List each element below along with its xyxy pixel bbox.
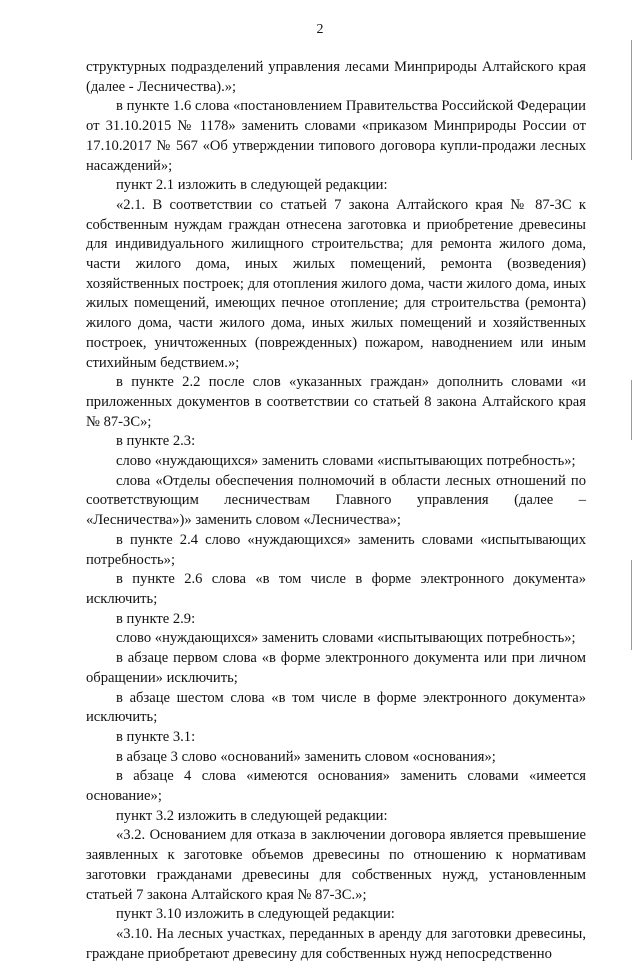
paragraph-item-3-2-intro: пункт 3.2 изложить в следующей редакции: bbox=[116, 807, 388, 824]
paragraph-item-2-9: в пункте 2.9: bbox=[116, 610, 196, 627]
paragraph-item-2-2: в пункте 2.2 после слов «указанных граждан» дополнить словами «и приложенных документов в соответствии со статьей 8 закона Алтайского края № 87-ЗС»; bbox=[86, 374, 586, 430]
paragraph-item-2-3-a: слово «нуждающихся» заменить словами «испытывающих потребность»; bbox=[116, 453, 576, 470]
paragraph-continuation: структурных подразделений управления лесами Минприроды Алтайского края (далее - Лесничества).»; bbox=[86, 59, 586, 95]
paragraph-item-2-1-intro: пункт 2.1 изложить в следующей редакции: bbox=[116, 177, 388, 194]
document-body bbox=[86, 58, 586, 964]
paragraph-item-2-4: в пункте 2.4 слово «нуждающихся» заменить словами «испытывающих потребность»; bbox=[86, 531, 586, 568]
paragraph-item-3-10-intro: пункт 3.10 изложить в следующей редакции: bbox=[116, 906, 395, 923]
paragraph-item-3-1-a: в абзаце 3 слово «оснований» заменить словом «основания»; bbox=[116, 748, 496, 765]
paragraph-item-3-10-text: «3.10. На лесных участках, переданных в аренду для заготовки древесины, граждане приобретают древесину для собственных нужд непосредственно bbox=[86, 925, 586, 962]
paragraph-item-2-9-b: в абзаце первом слова «в форме электронного документа или при личном обращении» исключить; bbox=[86, 650, 586, 686]
paragraph-item-1-6: в пункте 1.6 слова «постановлением Правительства Российской Федерации от 31.10.2015 № 1178» заменить словами «приказом Минприроды России от 17.10.2017 № 567 «Об утверждении типового договора купли-продажи лесных насаждений»; bbox=[86, 98, 586, 174]
paragraph-item-3-2-text: «3.2. Основанием для отказа в заключении договора является превышение заявленных к заготовке объемов древесины по отношению к нормативам заготовки гражданами древесины для собственных нужд, установленным статьей 7 закона Алтайского края № 87-ЗС.»; bbox=[86, 827, 586, 903]
page-number: 2 bbox=[316, 22, 324, 37]
paragraph-item-2-9-a: слово «нуждающихся» заменить словами «испытывающих потребность»; bbox=[116, 630, 576, 647]
paragraph-item-2-9-c: в абзаце шестом слова «в том числе в форме электронного документа» исключить; bbox=[86, 689, 586, 726]
paragraph-item-3-1: в пункте 3.1: bbox=[116, 728, 196, 745]
scan-edge-mark bbox=[631, 40, 632, 160]
paragraph-item-3-1-b: в абзаце 4 слова «имеются основания» заменить словами «имеется основание»; bbox=[86, 768, 586, 805]
paragraph-item-2-3-b: слова «Отделы обеспечения полномочий в области лесных отношений по соответствующим лесничествам Главного управления (далее – «Лесничества»)» заменить словом «Лесничества»; bbox=[86, 472, 586, 529]
paragraph-item-2-1-text: «2.1. В соответствии со статьей 7 закона Алтайского края № 87-ЗС к собственным нуждам граждан отнесена заготовка и приобретение древесины для индивидуального жилищного строительства; для ремонта жилого дома, части жилого дома, иных жилых помещений, ремонта (возведения) хозяйственных построек; для отопления жилого дома, части жилого дома, иных жилых помещений, имеющих печное отопление; для строительства (ремонта) жилого дома, части жилого дома, иных жилых помещений и хозяйственных построек, уничтоженных (поврежденных) пожаром, наводнением или иным стихийным бедствием.»; bbox=[86, 196, 586, 371]
paragraph-item-2-6: в пункте 2.6 слова «в том числе в форме электронного документа» исключить; bbox=[86, 571, 586, 607]
scan-edge-mark bbox=[631, 560, 632, 650]
paragraph-item-2-3: в пункте 2.3: bbox=[116, 433, 196, 450]
scan-edge-mark bbox=[631, 380, 632, 440]
